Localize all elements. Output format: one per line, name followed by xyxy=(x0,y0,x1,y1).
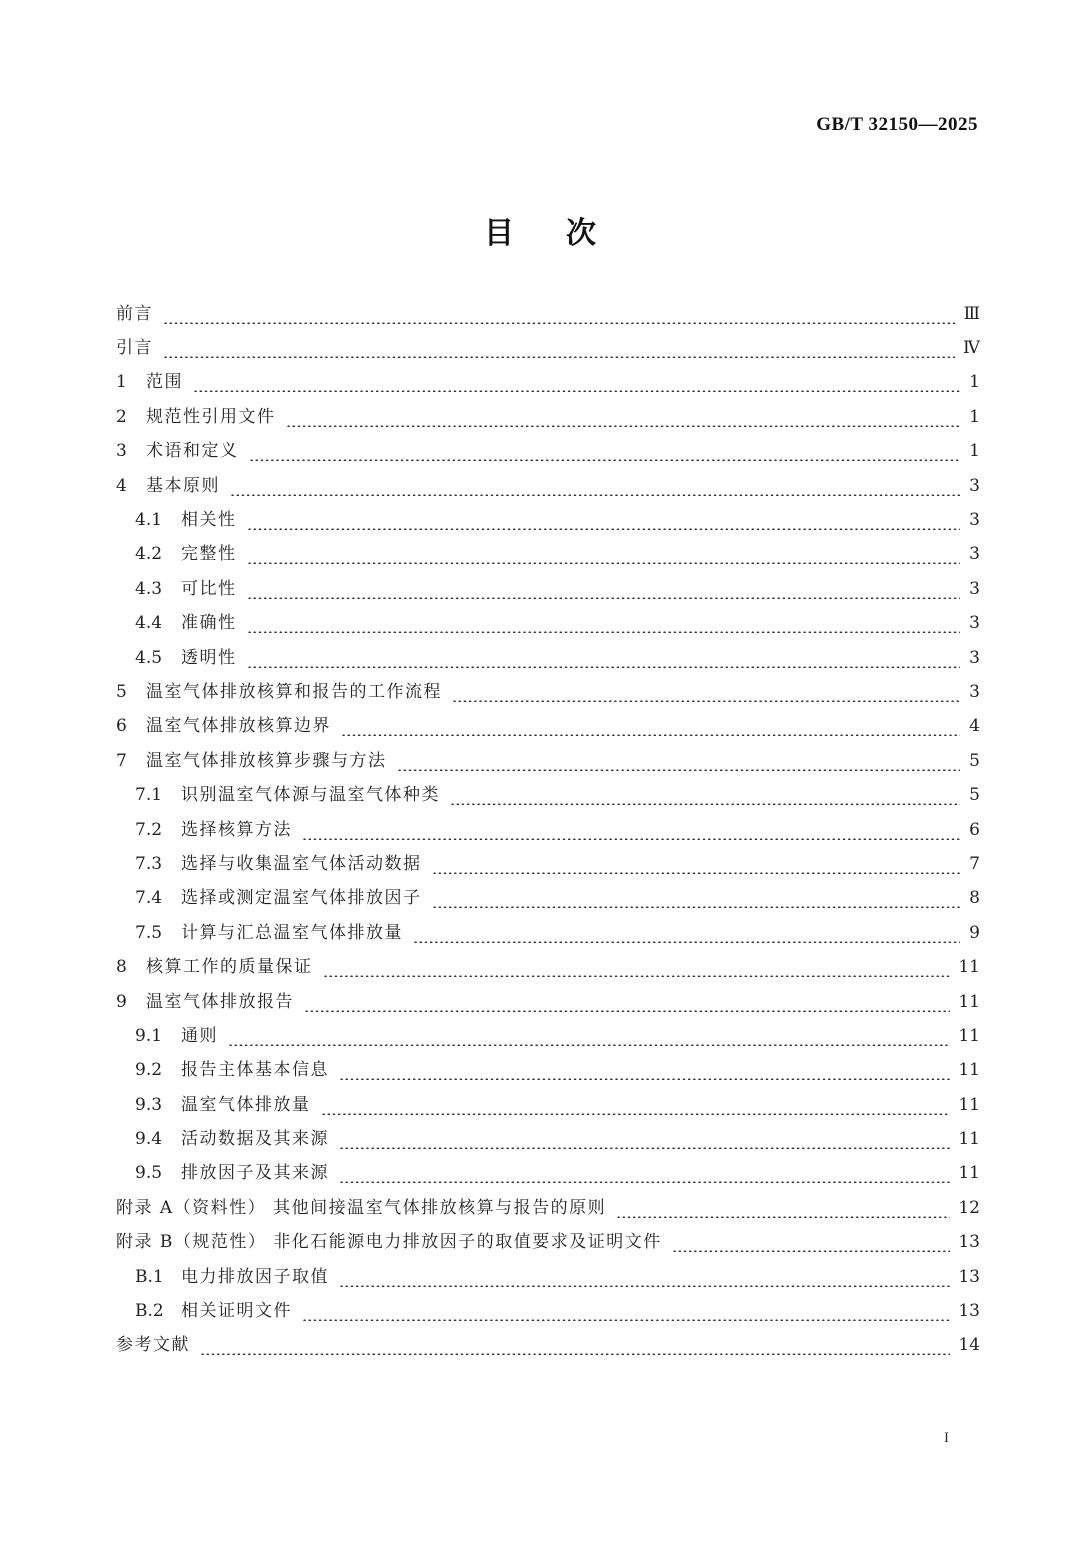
dot-leader xyxy=(339,1166,950,1183)
dot-leader xyxy=(321,1098,951,1115)
toc-entry[interactable] xyxy=(116,435,980,469)
toc-entry[interactable] xyxy=(116,778,980,812)
dot-leader xyxy=(228,1029,950,1046)
toc-entry-label: 温室气体排放核算和报告的工作流程 xyxy=(146,681,442,702)
toc-entry-number: 2 xyxy=(116,406,127,427)
dot-leader xyxy=(286,410,961,427)
toc-entry-number: 7.1 xyxy=(135,785,163,806)
toc-entry-number: B.2 xyxy=(135,1301,164,1322)
toc-entry[interactable] xyxy=(116,985,980,1019)
toc-entry[interactable] xyxy=(116,847,980,881)
toc-entry[interactable] xyxy=(116,366,980,400)
dot-leader xyxy=(302,1304,950,1321)
toc-entry-label: 活动数据及其来源 xyxy=(181,1129,329,1150)
toc-entry-label: 附录 B（规范性） 非化石能源电力排放因子的取值要求及证明文件 xyxy=(116,1232,662,1253)
toc-entry-page: 1 xyxy=(969,372,980,393)
toc-entry-label: 温室气体排放核算边界 xyxy=(146,716,331,737)
toc-entry-page: 9 xyxy=(969,922,980,943)
toc-entry-label: 排放因子及其来源 xyxy=(181,1163,329,1184)
toc-entry[interactable] xyxy=(116,1019,980,1053)
dot-leader xyxy=(672,1235,951,1252)
table-of-contents xyxy=(116,297,980,1363)
toc-entry-label: 选择或测定温室气体排放因子 xyxy=(181,888,422,909)
toc-entry-page: 14 xyxy=(958,1335,980,1356)
toc-entry-label: 完整性 xyxy=(181,544,237,565)
toc-entry-page: 3 xyxy=(969,613,980,634)
toc-entry-label: 引言 xyxy=(116,338,153,359)
dot-leader xyxy=(452,685,960,702)
toc-entry[interactable] xyxy=(116,1329,980,1363)
toc-entry-page: 11 xyxy=(958,1025,980,1046)
toc-entry[interactable] xyxy=(116,916,980,950)
toc-entry[interactable] xyxy=(116,813,980,847)
toc-entry-page: 11 xyxy=(958,1060,980,1081)
dot-leader xyxy=(413,926,960,943)
toc-entry-label: 规范性引用文件 xyxy=(146,406,276,427)
toc-entry-label: 温室气体排放量 xyxy=(181,1094,311,1115)
page-number: I xyxy=(944,1430,949,1446)
dot-leader xyxy=(249,444,961,461)
toc-entry-page: 8 xyxy=(969,888,980,909)
toc-entry[interactable] xyxy=(116,950,980,984)
dot-leader xyxy=(432,891,961,908)
toc-entry-number: 3 xyxy=(116,441,127,462)
toc-entry-page: 13 xyxy=(958,1301,980,1322)
toc-entry-number: 7.3 xyxy=(135,853,163,874)
toc-entry-page: 4 xyxy=(969,716,980,737)
toc-entry-page: 11 xyxy=(958,1129,980,1150)
toc-entry-number: 4 xyxy=(116,475,127,496)
dot-leader xyxy=(450,788,960,805)
toc-entry-page: 1 xyxy=(969,441,980,462)
toc-entry-number: 7 xyxy=(116,750,127,771)
toc-entry-label: 报告主体基本信息 xyxy=(181,1060,329,1081)
dot-leader xyxy=(230,479,960,496)
toc-entry-page: 5 xyxy=(969,785,980,806)
toc-entry-page: 7 xyxy=(969,853,980,874)
toc-entry-number: 7.2 xyxy=(135,819,163,840)
toc-entry-page: 3 xyxy=(969,544,980,565)
dot-leader xyxy=(247,582,961,599)
dot-leader xyxy=(247,616,961,633)
dot-leader xyxy=(247,513,961,530)
toc-entry[interactable] xyxy=(116,607,980,641)
dot-leader xyxy=(432,857,961,874)
page-title: 目次 xyxy=(484,216,648,251)
toc-entry-label: 相关证明文件 xyxy=(181,1301,292,1322)
toc-entry-label: 通则 xyxy=(181,1025,218,1046)
toc-entry[interactable] xyxy=(116,1294,980,1328)
toc-entry-number: 6 xyxy=(116,716,127,737)
toc-entry-page: 13 xyxy=(958,1266,980,1287)
toc-entry-page: Ⅳ xyxy=(963,338,980,359)
dot-leader xyxy=(341,719,960,736)
toc-entry[interactable] xyxy=(116,1191,980,1225)
toc-entry-number: 9.1 xyxy=(135,1025,163,1046)
toc-entry-page: 11 xyxy=(958,1094,980,1115)
toc-entry-number: 1 xyxy=(116,372,127,393)
toc-entry-page: 3 xyxy=(969,681,980,702)
toc-entry-label: 相关性 xyxy=(181,510,237,531)
toc-entry-page: 11 xyxy=(958,957,980,978)
toc-entry[interactable] xyxy=(116,400,980,434)
toc-entry-number: 7.5 xyxy=(135,922,163,943)
toc-entry[interactable] xyxy=(116,538,980,572)
toc-entry[interactable] xyxy=(116,469,980,503)
dot-leader xyxy=(339,1270,950,1287)
toc-entry-label: 选择与收集温室气体活动数据 xyxy=(181,853,422,874)
toc-entry-label: 选择核算方法 xyxy=(181,819,292,840)
toc-entry-page: 3 xyxy=(969,510,980,531)
toc-entry-number: 9.5 xyxy=(135,1163,163,1184)
toc-entry[interactable] xyxy=(116,1088,980,1122)
toc-entry-label: 温室气体排放核算步骤与方法 xyxy=(146,750,387,771)
toc-entry-label: 识别温室气体源与温室气体种类 xyxy=(181,785,440,806)
dot-leader xyxy=(339,1063,950,1080)
toc-entry-label: 计算与汇总温室气体排放量 xyxy=(181,922,403,943)
toc-entry-number: 4.1 xyxy=(135,510,163,531)
toc-entry-page: 6 xyxy=(969,819,980,840)
toc-entry-number: 8 xyxy=(116,957,127,978)
toc-entry[interactable] xyxy=(116,744,980,778)
toc-entry[interactable] xyxy=(116,641,980,675)
toc-entry-label: 范围 xyxy=(146,372,183,393)
toc-entry-label: 前言 xyxy=(116,303,153,324)
toc-entry[interactable] xyxy=(116,1260,980,1294)
toc-entry-page: 12 xyxy=(958,1197,980,1218)
toc-entry[interactable] xyxy=(116,572,980,606)
toc-entry[interactable] xyxy=(116,882,980,916)
toc-entry-label: 术语和定义 xyxy=(146,441,239,462)
toc-entry-label: 核算工作的质量保证 xyxy=(146,957,313,978)
dot-leader xyxy=(247,547,961,564)
toc-entry-label: 参考文献 xyxy=(116,1335,190,1356)
standard-code: GB/T 32150—2025 xyxy=(816,114,978,135)
toc-entry-number: 9.4 xyxy=(135,1129,163,1150)
toc-entry-label: 透明性 xyxy=(181,647,237,668)
toc-entry-page: 5 xyxy=(969,750,980,771)
dot-leader xyxy=(193,375,960,392)
toc-entry-page: 1 xyxy=(969,406,980,427)
dot-leader xyxy=(397,754,961,771)
toc-entry-label: 电力排放因子取值 xyxy=(181,1266,329,1287)
toc-entry-number: 9.2 xyxy=(135,1060,163,1081)
toc-entry-number: 9.3 xyxy=(135,1094,163,1115)
toc-entry-page: 11 xyxy=(958,1163,980,1184)
toc-entry-page: 13 xyxy=(958,1232,980,1253)
dot-leader xyxy=(247,651,961,668)
toc-entry[interactable] xyxy=(116,297,980,331)
toc-entry-number: 9 xyxy=(116,991,127,1012)
toc-entry[interactable] xyxy=(116,1122,980,1156)
toc-entry[interactable] xyxy=(116,710,980,744)
toc-entry-page: 3 xyxy=(969,647,980,668)
toc-entry-label: 准确性 xyxy=(181,613,237,634)
toc-entry-label: 基本原则 xyxy=(146,475,220,496)
dot-leader xyxy=(616,1201,950,1218)
toc-entry-label: 附录 A（资料性） 其他间接温室气体排放核算与报告的原则 xyxy=(116,1197,607,1218)
dot-leader xyxy=(339,1132,950,1149)
toc-entry-page: 3 xyxy=(969,578,980,599)
toc-entry[interactable] xyxy=(116,675,980,709)
toc-entry[interactable] xyxy=(116,331,980,365)
dot-leader xyxy=(163,307,956,324)
toc-entry-number: 4.4 xyxy=(135,613,163,634)
toc-entry-page: 11 xyxy=(958,991,980,1012)
dot-leader xyxy=(163,341,955,358)
toc-entry-number: 4.2 xyxy=(135,544,163,565)
dot-leader xyxy=(323,960,951,977)
toc-entry-page: Ⅲ xyxy=(963,303,980,324)
dot-leader xyxy=(304,995,950,1012)
dot-leader xyxy=(200,1338,950,1355)
toc-entry[interactable] xyxy=(116,1054,980,1088)
toc-entry-label: 温室气体排放报告 xyxy=(146,991,294,1012)
toc-entry-number: 7.4 xyxy=(135,888,163,909)
dot-leader xyxy=(302,823,960,840)
toc-entry-number: 4.3 xyxy=(135,578,163,599)
toc-entry-number: B.1 xyxy=(135,1266,164,1287)
toc-entry-number: 5 xyxy=(116,681,127,702)
toc-entry-page: 3 xyxy=(969,475,980,496)
toc-entry-label: 可比性 xyxy=(181,578,237,599)
toc-entry-number: 4.5 xyxy=(135,647,163,668)
toc-entry[interactable] xyxy=(116,503,980,537)
toc-entry[interactable] xyxy=(116,1157,980,1191)
toc-entry[interactable] xyxy=(116,1226,980,1260)
